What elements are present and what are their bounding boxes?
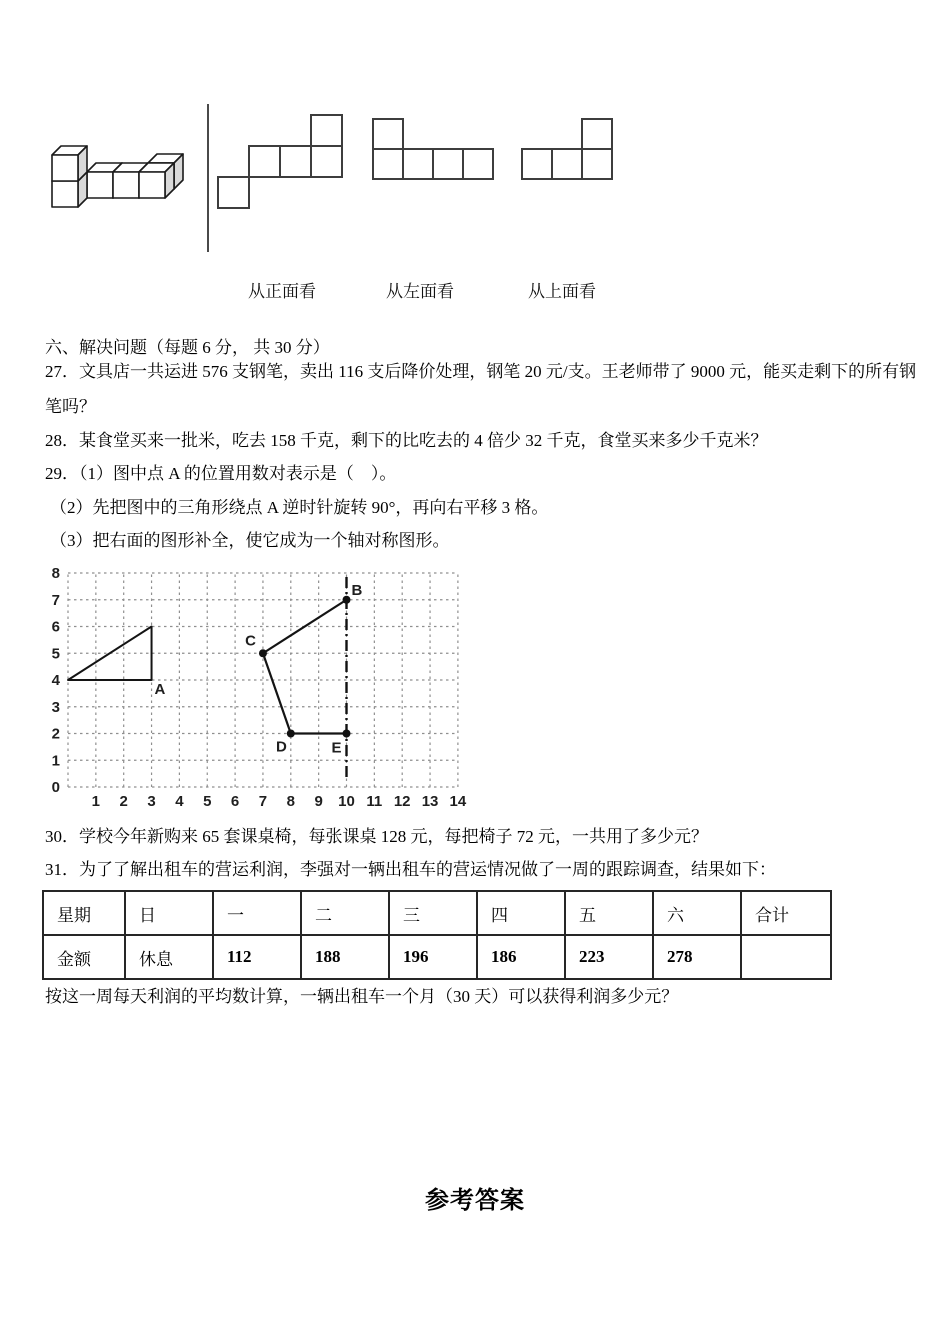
table-cell: 六 bbox=[653, 891, 741, 935]
x-tick-label: 12 bbox=[393, 793, 411, 810]
table-cell: 一 bbox=[213, 891, 301, 935]
top-view-label: 从上面看 bbox=[528, 282, 596, 301]
table-cell: 112 bbox=[213, 935, 301, 979]
y-tick-label: 3 bbox=[51, 698, 60, 716]
net-cell bbox=[463, 149, 493, 179]
x-tick-label: 9 bbox=[314, 793, 323, 810]
cube-front-face bbox=[139, 172, 165, 198]
segment-CD bbox=[263, 653, 291, 733]
table-cell: 188 bbox=[301, 935, 389, 979]
x-tick-label: 4 bbox=[175, 793, 184, 810]
x-tick-label: 3 bbox=[147, 793, 156, 810]
x-tick-label: 11 bbox=[366, 793, 383, 810]
question-29-part1: 29．（1）图中点 A 的位置用数对表示是（ ）。 bbox=[45, 464, 397, 483]
x-tick-label: 10 bbox=[338, 793, 355, 810]
net-cell bbox=[311, 146, 342, 177]
question-29-part2: （2）先把图中的三角形绕点 A 逆时针旋转 90°，再向右平移 3 格。 bbox=[50, 498, 549, 517]
section-title: 六、解决问题（每题 6 分， 共 30 分） bbox=[45, 338, 330, 357]
table-cell: 金额 bbox=[43, 935, 125, 979]
question-27-line1: 27．文具店一共运进 576 支钢笔，卖出 116 支后降价处理，钢笔 20 元/支。王老师带了 9000 元，能买走剩下的所有钢 bbox=[45, 362, 917, 381]
cube-front-face bbox=[113, 172, 139, 198]
net-cell bbox=[373, 149, 403, 179]
point-label-D: D bbox=[275, 738, 287, 756]
table-cell: 196 bbox=[389, 935, 477, 979]
net-cell bbox=[403, 149, 433, 179]
x-tick-label: 8 bbox=[286, 793, 295, 810]
point-dot-E bbox=[343, 730, 351, 738]
cube-and-views-figure bbox=[40, 100, 660, 270]
question-31: 31．为了了解出租车的营运利润，李强对一辆出租车的营运情况做了一周的跟踪调查，结果如下： bbox=[45, 860, 776, 879]
point-label-C: C bbox=[245, 632, 256, 650]
y-tick-label: 5 bbox=[51, 645, 60, 663]
table-cell: 四 bbox=[477, 891, 565, 935]
table-cell: 休息 bbox=[125, 935, 213, 979]
x-tick-label: 6 bbox=[230, 793, 240, 810]
y-tick-label: 7 bbox=[51, 591, 60, 609]
table-cell: 三 bbox=[389, 891, 477, 935]
left-view-label: 从左面看 bbox=[386, 282, 454, 301]
table-cell: 日 bbox=[125, 891, 213, 935]
point-label-E: E bbox=[331, 739, 342, 757]
net-cell bbox=[433, 149, 463, 179]
table-cell: 合计 bbox=[741, 891, 831, 935]
question-27-line2: 笔吗？ bbox=[45, 397, 96, 416]
net-cell bbox=[582, 149, 612, 179]
point-label-B: B bbox=[351, 581, 363, 599]
table-header-row bbox=[43, 891, 831, 935]
table-cell bbox=[741, 935, 831, 979]
front-view-label: 从正面看 bbox=[248, 282, 316, 301]
y-tick-label: 6 bbox=[51, 618, 60, 636]
table-cell: 二 bbox=[301, 891, 389, 935]
x-tick-label: 13 bbox=[421, 793, 439, 810]
question-28: 28．某食堂买来一批米，吃去 158 千克，剩下的比吃去的 4 倍少 32 千克，食堂买来多少千克米？ bbox=[45, 431, 768, 450]
table-value-row bbox=[43, 935, 831, 979]
y-tick-label: 4 bbox=[51, 672, 60, 689]
x-tick-label: 5 bbox=[203, 793, 212, 810]
point-dot-D bbox=[287, 730, 295, 738]
table-cell: 278 bbox=[653, 935, 741, 979]
y-tick-label: 1 bbox=[51, 752, 60, 770]
x-tick-label: 7 bbox=[258, 793, 268, 810]
net-cell bbox=[582, 119, 612, 149]
cube-front-face bbox=[52, 155, 78, 181]
point-dot-B bbox=[343, 596, 351, 604]
cube-front-face bbox=[87, 172, 113, 198]
question-29-part3: （3）把右面的图形补全，使它成为一个轴对称图形。 bbox=[50, 531, 450, 550]
table-cell: 186 bbox=[477, 935, 565, 979]
coordinate-grid-figure bbox=[40, 560, 475, 812]
net-cell bbox=[249, 146, 280, 177]
profit-table bbox=[42, 890, 832, 980]
table-cell: 223 bbox=[565, 935, 653, 979]
reference-answers-title: 参考答案 bbox=[425, 1187, 525, 1214]
net-cell bbox=[280, 146, 311, 177]
triangle-label-A: A bbox=[154, 681, 166, 698]
net-cell bbox=[373, 119, 403, 149]
y-tick-label: 8 bbox=[51, 565, 60, 582]
net-cell bbox=[218, 177, 249, 208]
question-31-note: 按这一周每天利润的平均数计算，一辆出租车一个月（30 天）可以获得利润多少元？ bbox=[45, 987, 679, 1006]
y-tick-label: 0 bbox=[51, 779, 60, 796]
table-cell: 五 bbox=[565, 891, 653, 935]
x-tick-label: 2 bbox=[119, 793, 128, 810]
table-cell: 星期 bbox=[43, 891, 125, 935]
question-30: 30．学校今年新购来 65 套课桌椅，每张课桌 128 元，每把椅子 72 元，一共用了多少元？ bbox=[45, 827, 708, 846]
point-dot-C bbox=[259, 649, 267, 657]
net-cell bbox=[311, 115, 342, 146]
x-tick-label: 1 bbox=[91, 793, 101, 810]
y-tick-label: 2 bbox=[51, 725, 60, 743]
cube-front-face bbox=[52, 181, 78, 207]
net-cell bbox=[522, 149, 552, 179]
x-tick-label: 14 bbox=[449, 793, 467, 810]
net-cell bbox=[552, 149, 582, 179]
